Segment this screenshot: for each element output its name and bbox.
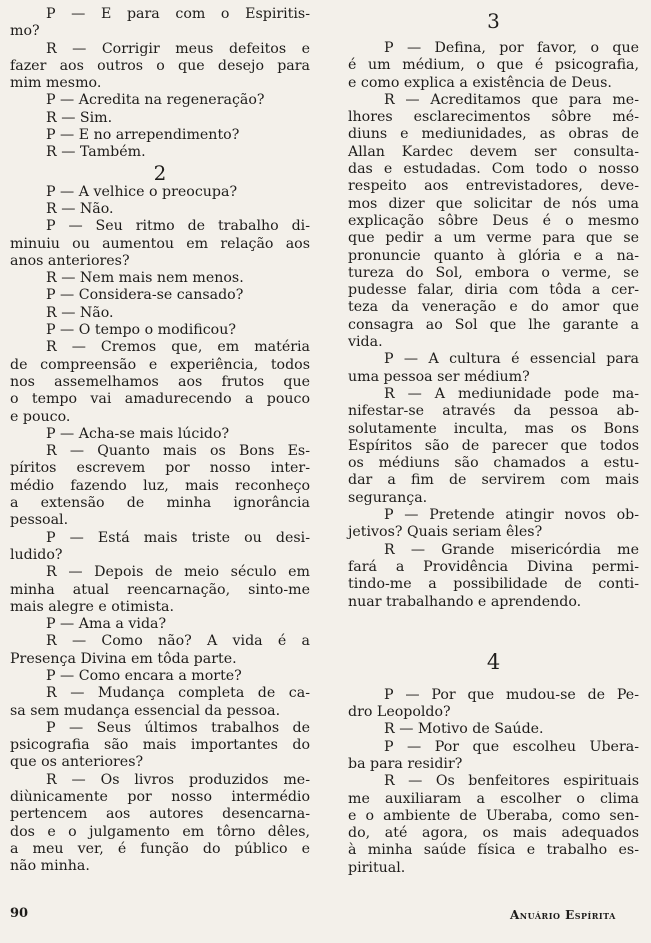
text-line: pertencem aos autores desencarna- [10, 806, 310, 823]
text-line: do, até agora, os mais adequados [348, 825, 639, 842]
text-line: P — Como encara a morte? [46, 667, 242, 684]
text-line: jetivos? Quais seriam êles? [348, 524, 543, 541]
text-line: que os anteriores? [10, 754, 144, 771]
text-line: de compreensão e experiência, todos [10, 356, 310, 373]
text-line: lhores esclarecimentos sôbre mé- [348, 109, 639, 126]
publication-title: Anuário Espírita [510, 908, 616, 922]
text-line: nifestar-se através da pessoa ab- [348, 403, 639, 420]
text-line: P — O tempo o modificou? [46, 322, 236, 339]
text-line: P — Acredita na regeneração? [46, 92, 265, 109]
text-line: consagra ao Sol que lhe garante a [348, 316, 639, 333]
text-line: R — Também. [46, 144, 146, 161]
text-line: explicação sôbre Deus é o mesmo [348, 212, 639, 229]
text-line: Espíritos são de parecer que todos [348, 437, 639, 454]
text-line: ludido? [10, 546, 63, 563]
text-line: fazer aos outros o que desejo para [10, 57, 310, 74]
text-line: R — Acreditamos que para me- [384, 91, 639, 108]
text-line: R — Corrigir meus defeitos e [46, 40, 310, 57]
text-line: não minha. [10, 858, 90, 875]
text-line: P — Por que mudou-se de Pe- [384, 686, 639, 703]
text-line: diùnicamente por nosso intermédio [10, 789, 310, 806]
text-line: R — Grande misericórdia me [384, 541, 639, 558]
text-line: píritos escrevem por nosso inter- [10, 460, 310, 477]
text-line: R — Não. [46, 200, 114, 217]
text-line: os médiuns são chamados a estu- [348, 455, 639, 472]
right-paragraphs-b [348, 687, 639, 877]
text-line: R — Sim. [46, 109, 113, 126]
left-paragraphs-a [10, 6, 310, 162]
text-line: solutamente inculta, mas os Bons [348, 420, 639, 437]
left-paragraphs-b [10, 184, 310, 876]
text-line: piritual. [348, 859, 406, 876]
text-line: anos anteriores? [10, 252, 130, 269]
text-line: R — A mediunidade pode ma- [384, 385, 639, 402]
left-column [10, 6, 310, 876]
text-line: me auxiliaram a escolher o clima [348, 790, 639, 807]
right-paragraphs-a [348, 40, 639, 611]
text-line: fará a Providência Divina permi- [348, 558, 639, 575]
text-line: P — Defina, por favor, o que [384, 40, 639, 56]
page-number: 90 [10, 906, 29, 921]
text-line: R — Nem mais nem menos. [46, 270, 244, 287]
text-line: R — Cremos que, em matéria [46, 339, 310, 356]
text-line: Presença Divina em tôda parte. [10, 650, 237, 667]
section-number-3: 3 [487, 9, 500, 33]
text-line: pudesse falar, diria com tôda a cer- [348, 282, 639, 299]
text-line: ba para residir? [348, 755, 463, 772]
text-line: e como explica a existência de Deus. [348, 74, 612, 91]
text-line: R — Mudança completa de ca- [46, 685, 310, 702]
text-line: sa sem mudança essencial da pessoa. [10, 702, 281, 719]
text-line: dar a fim de servirem com mais [348, 472, 639, 489]
text-line: é um médium, o que é psicografia, [348, 57, 639, 74]
text-line: mim mesmo. [10, 75, 102, 92]
text-line: mos dizer que solicitar de nós uma [348, 195, 639, 212]
text-line: P — Ama a vida? [46, 616, 167, 633]
text-line: mo? [10, 23, 40, 40]
text-line: mais alegre e otimista. [10, 598, 175, 615]
text-line: e o ambiente de Uberaba, como sen- [348, 807, 639, 824]
text-line: segurança. [348, 489, 428, 506]
text-line: Allan Kardec devem ser consulta- [348, 143, 639, 160]
text-line: P — Pretende atingir novos ob- [384, 507, 639, 524]
text-line: nuar trabalhando e aprendendo. [348, 593, 582, 610]
text-line: das e estudadas. Com todo o nosso [348, 161, 639, 178]
text-line: P — Seu ritmo de trabalho di- [46, 218, 310, 235]
text-line: dos e o julgamento em tôrno dêles, [10, 823, 310, 840]
text-line: a extensão de minha ignorância [10, 495, 310, 512]
text-line: P — E no arrependimento? [46, 127, 240, 144]
text-line: pronuncie quanto à glória e a na- [348, 247, 639, 264]
text-line: diuns e mediunidades, as obras de [348, 126, 639, 143]
text-line: à minha saúde física e trabalho es- [348, 842, 639, 859]
text-line: o tempo vai amadurecendo a pouco [10, 391, 310, 408]
text-line: P — Por que escolheu Ubera- [384, 738, 639, 755]
text-line: P — Está mais triste ou desi- [46, 529, 310, 546]
text-line: P — A velhice o preocupa? [46, 183, 238, 200]
text-line: médio fazendo luz, mais reconheço [10, 477, 310, 494]
text-line: P — Seus últimos trabalhos de [46, 719, 310, 736]
text-line: vida. [348, 334, 383, 351]
text-line: R — Como não? A vida é a [46, 633, 310, 650]
text-line: respeito aos entrevistadores, deve- [348, 178, 639, 195]
text-line: R — Depois de meio século em [46, 564, 310, 581]
text-line: uma pessoa ser médium? [348, 368, 530, 385]
text-line: a meu ver, é função do público e [10, 840, 310, 857]
text-line: tureza do Sol, embora o verme, se [348, 264, 639, 281]
text-line: P — E para com o Espiritis- [46, 6, 310, 22]
text-line: e pouco. [10, 408, 71, 425]
text-line: minuiu ou aumentou em relação aos [10, 235, 310, 252]
text-line: nos assemelhamos aos frutos que [10, 373, 310, 390]
text-line: que pedir a um verme para que se [348, 230, 639, 247]
right-column [348, 6, 639, 877]
text-line: P — Acha-se mais lúcido? [46, 425, 230, 442]
text-line: minha atual reencarnação, sinto-me [10, 581, 310, 598]
text-line: R — Motivo de Saúde. [384, 721, 544, 738]
text-line: tindo-me a possibilidade de conti- [348, 576, 639, 593]
text-line: psicografia são mais importantes do [10, 737, 310, 754]
text-line: R — Quanto mais os Bons Es- [46, 443, 310, 460]
text-line: R — Os livros produzidos me- [46, 771, 310, 788]
text-line: dro Leopoldo? [348, 704, 451, 721]
section-number-2: 2 [153, 160, 167, 185]
text-line: P — A cultura é essencial para [384, 351, 639, 368]
text-line: P — Considera-se cansado? [46, 287, 244, 304]
text-line: pessoal. [10, 512, 69, 529]
text-line: R — Os benfeitores espirituais [384, 773, 639, 790]
text-line: teza da veneração e do amor que [348, 299, 639, 316]
text-line: R — Não. [46, 304, 114, 321]
section-number-4: 4 [486, 649, 501, 674]
